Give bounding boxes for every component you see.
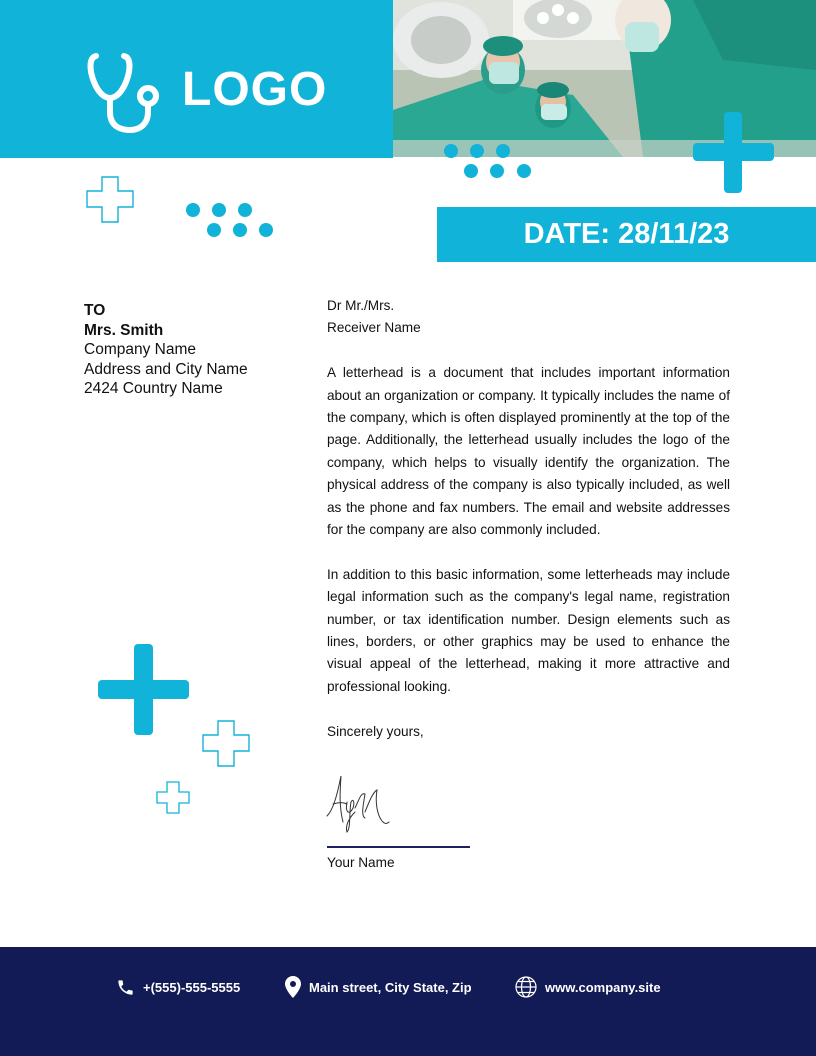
plus-outline-icon <box>202 720 250 767</box>
stethoscope-icon <box>86 50 170 134</box>
signature-line <box>327 846 470 848</box>
letter-body <box>327 295 730 743</box>
recipient-address: Address and City Name <box>84 360 248 378</box>
closing: Sincerely yours, <box>327 723 424 739</box>
dot <box>470 144 484 158</box>
dot <box>259 223 273 237</box>
footer-phone-text: +(555)-555-5555 <box>143 979 241 995</box>
recipient-block <box>84 301 248 399</box>
plus-solid-icon <box>98 644 189 735</box>
dot <box>207 223 221 237</box>
paragraph-1: A letterhead is a document that includes important information about an organization or company. It typically includes the name of the company, which is often displayed prominently at the top of the page. Additionally, the letterhead usually includes the logo of the company, which helps to visually identify the organization. The physical address of the company is also typically included, as well as the phone and fax numbers. The email and website addresses for the company are also commonly included. <box>327 365 730 538</box>
plus-outline-icon <box>86 176 134 223</box>
recipient-name: Mrs. Smith <box>84 321 164 339</box>
dot <box>490 164 504 178</box>
salutation-line-1: Dr Mr./Mrs. <box>327 298 395 313</box>
dot <box>496 144 510 158</box>
footer-address <box>285 975 472 999</box>
dot <box>233 223 247 237</box>
plus-solid-icon <box>693 112 774 193</box>
plus-outline-icon <box>156 781 190 814</box>
footer <box>0 947 816 1056</box>
paragraph-2: In addition to this basic information, some letterheads may include legal information such as the company's legal name, registration number, or tax identification number. Design elements such as lines, borders, or other graphics may be used to enhance the visual appeal of the letterhead, making it more attractive and professional looking. <box>327 566 730 694</box>
date-bar: DATE: 28/11/23 <box>437 207 816 262</box>
signer-name: Your Name <box>327 855 395 870</box>
dot <box>464 164 478 178</box>
dot <box>444 144 458 158</box>
dot <box>212 203 226 217</box>
footer-phone[interactable] <box>116 975 240 999</box>
location-pin-icon <box>285 976 301 998</box>
phone-icon <box>116 978 135 997</box>
recipient-company: Company Name <box>84 341 196 359</box>
recipient-country: 2424 Country Name <box>84 380 223 398</box>
salutation-line-2: Receiver Name <box>327 320 421 336</box>
logo-text: LOGO <box>182 63 328 116</box>
recipient-to: TO <box>84 302 106 319</box>
dot <box>238 203 252 217</box>
handwritten-signature <box>325 772 393 834</box>
footer-address-text: Main street, City State, Zip <box>309 979 472 995</box>
dot <box>186 203 200 217</box>
dot <box>517 164 531 178</box>
footer-website[interactable] <box>515 975 661 999</box>
footer-website-text: www.company.site <box>545 979 661 995</box>
globe-icon <box>515 976 537 998</box>
